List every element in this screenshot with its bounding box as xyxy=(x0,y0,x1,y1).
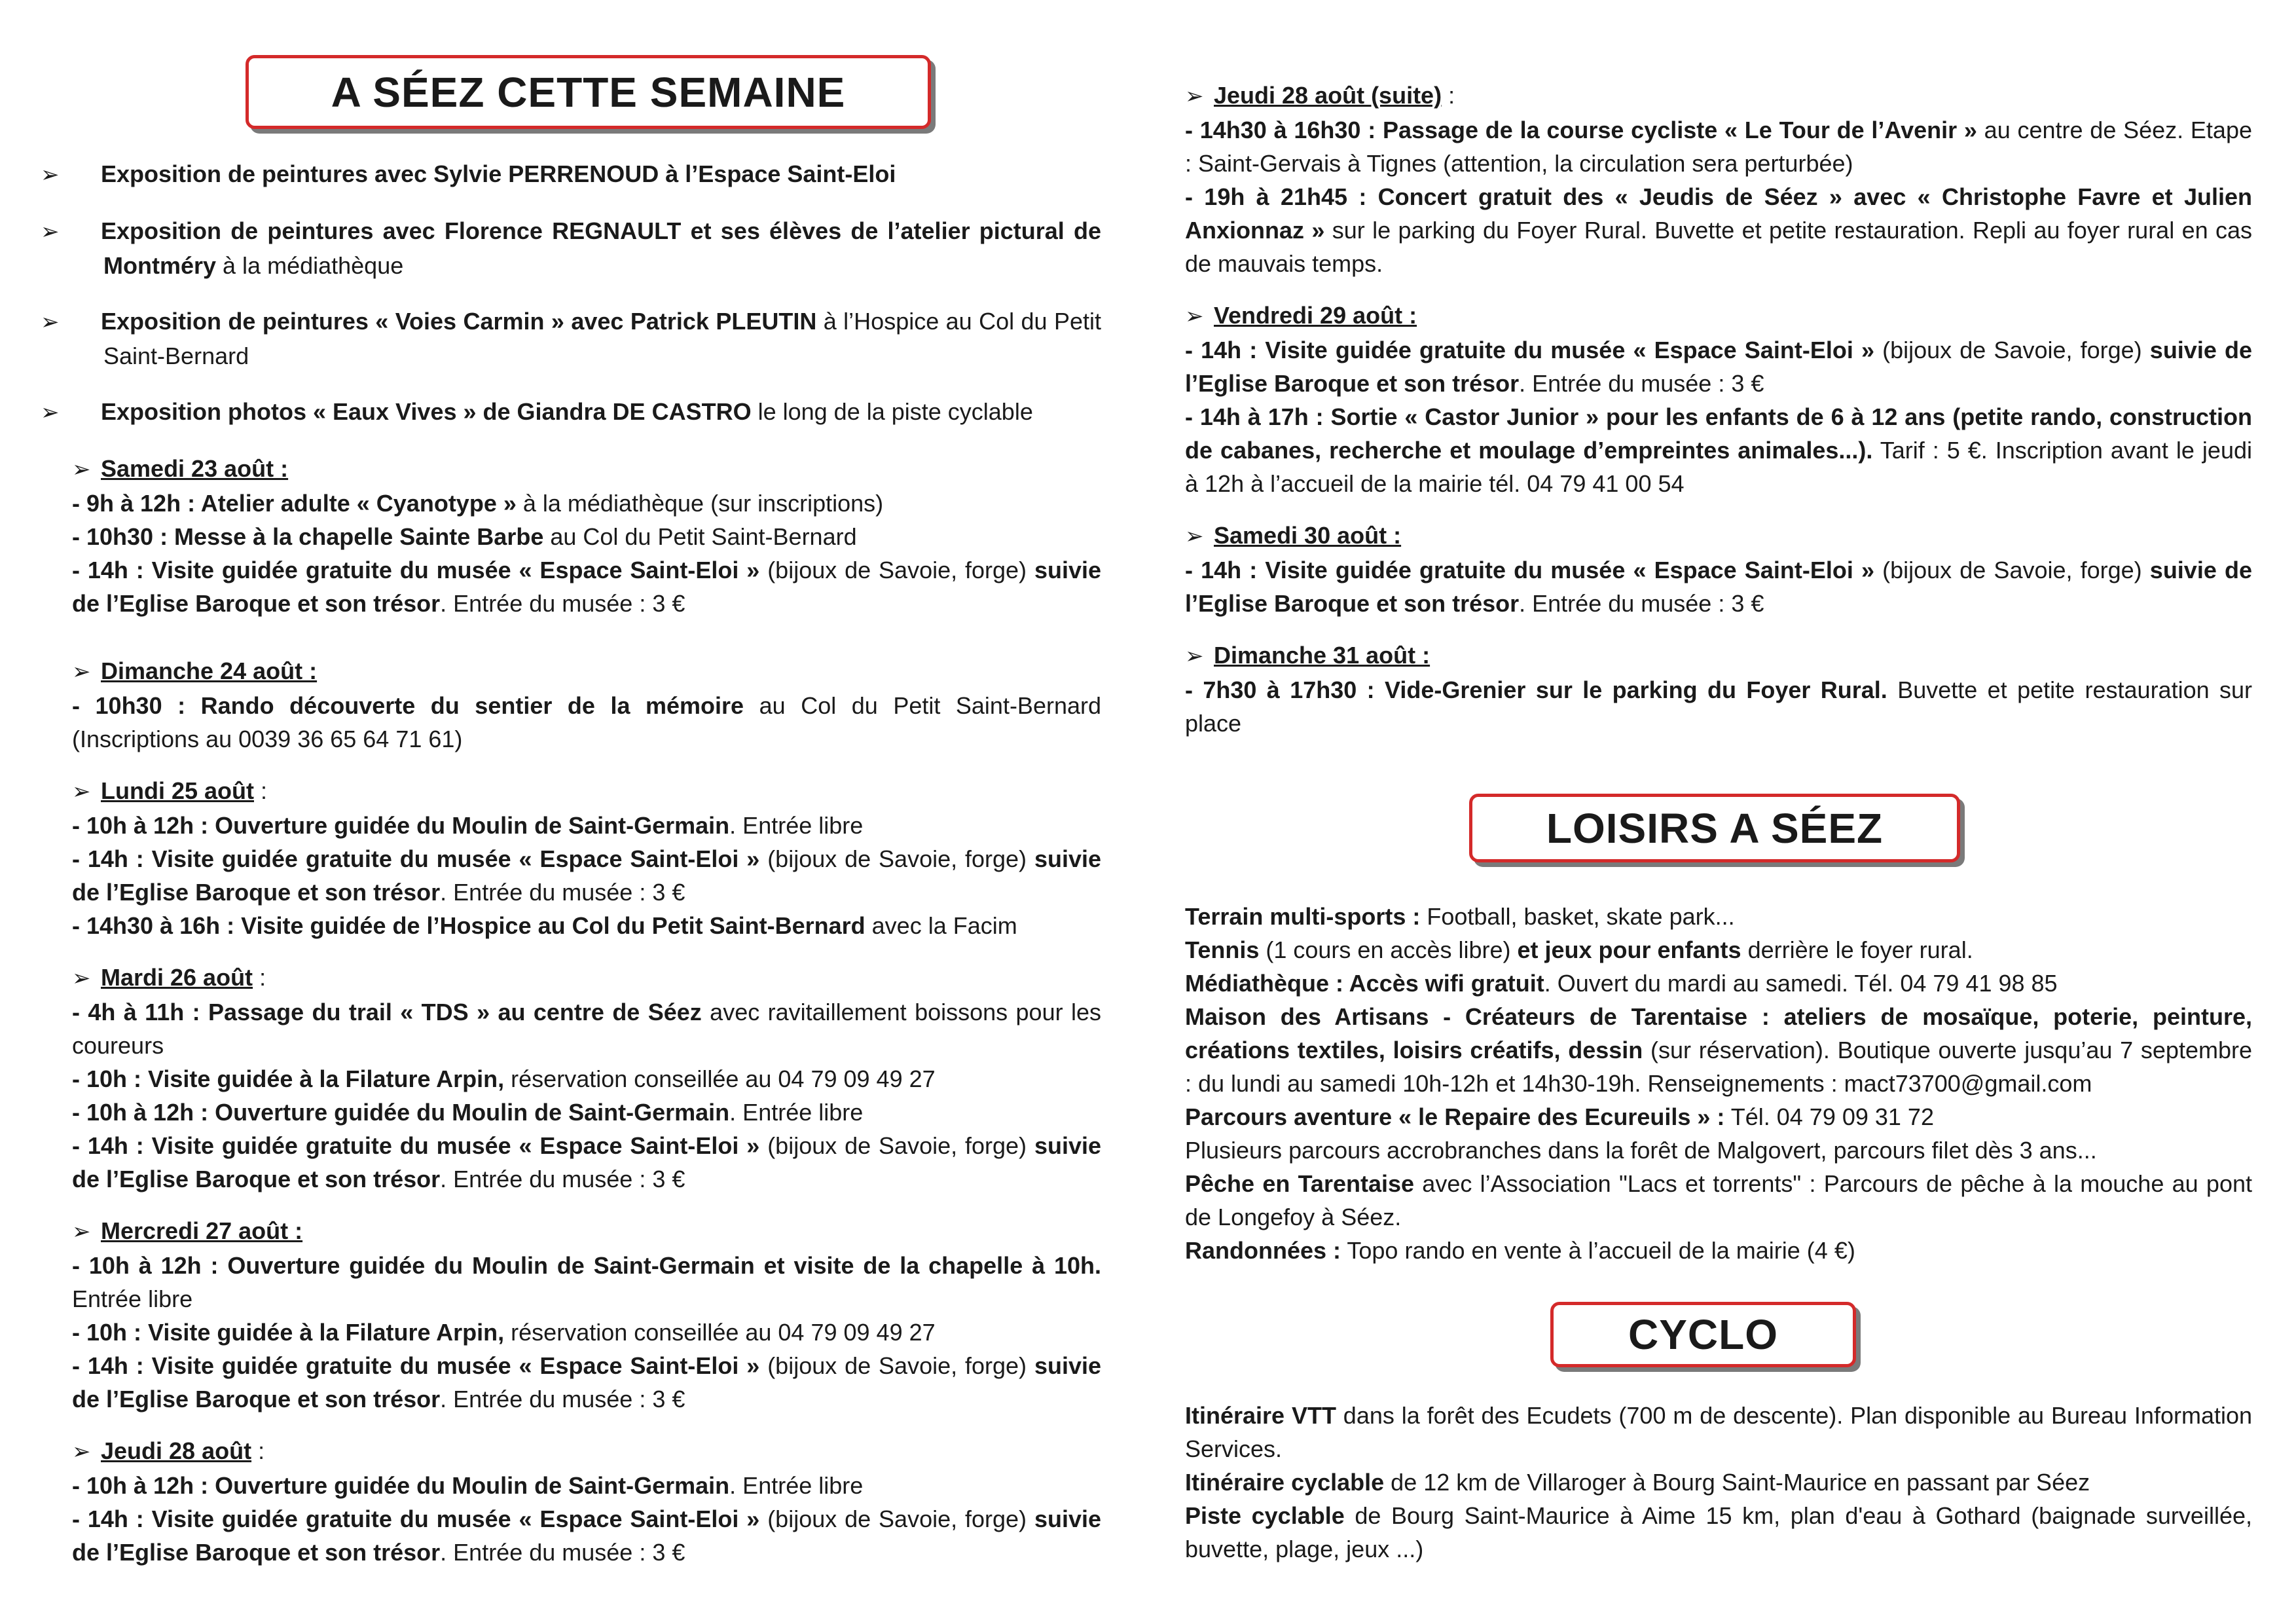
bold-text: - 10h : Visite guidée à la Filature Arpin, xyxy=(72,1319,505,1346)
arrow-bullet-icon: ➢ xyxy=(72,457,91,482)
bold-text: - 14h : Visite guidée gratuite du musée « Espace Saint-Eloi » xyxy=(72,845,760,872)
arrow-bullet-icon: ➢ xyxy=(72,779,91,804)
bold-text: - 14h à 17h : Sortie « Castor Junior » pour les enfants de 6 à 12 ans (petite rando, construction de cabanes, recherche et moulage d’empreintes animales...). xyxy=(1185,403,2252,464)
text: . Entrée du musée : 3 € xyxy=(440,879,685,906)
text: . Entrée du musée : 3 € xyxy=(1519,590,1764,617)
text: à la médiathèque (sur inscriptions) xyxy=(516,490,884,517)
event-line xyxy=(72,487,1101,520)
bold-text: Maison des Artisans - Créateurs de Tarentaise : ateliers de mosaïque, poterie, peinture, créations textiles, loisirs créatifs, dessin xyxy=(1185,1003,2252,1063)
text: réservation conseillée au 04 79 09 49 27 xyxy=(504,1065,936,1092)
text: Football, basket, skate park... xyxy=(1420,903,1735,930)
arrow-bullet-icon: ➢ xyxy=(72,659,91,684)
event-line xyxy=(72,909,1101,942)
bold-text: Médiathèque : Accès wifi gratuit xyxy=(1185,970,1544,997)
bold-text: Tennis xyxy=(1185,936,1260,963)
arrow-bullet-icon: ➢ xyxy=(1185,84,1204,109)
exposition-item xyxy=(41,157,1101,192)
day-label-suffix: : xyxy=(254,777,268,804)
event-line xyxy=(72,1316,1101,1349)
spacer xyxy=(72,620,1101,654)
bold-text: - 14h : Visite guidée gratuite du musée « Espace Saint-Eloi » xyxy=(1185,337,1874,363)
event-line xyxy=(1185,333,2252,400)
bold-text: Piste cyclable xyxy=(1185,1502,1345,1529)
bold-text: - 9h à 12h : Atelier adulte « Cyanotype » xyxy=(72,490,517,517)
bold-text: - 10h à 12h : Ouverture guidée du Moulin de Saint-Germain xyxy=(72,1099,730,1126)
text: Plusieurs parcours accrobranches dans la forêt de Malgovert, parcours filet dès 3 ans... xyxy=(1185,1137,2097,1164)
bold-text: - 10h30 : Messe à la chapelle Sainte Barbe xyxy=(72,523,544,550)
day-section xyxy=(1185,638,2252,740)
text: . Entrée du musée : 3 € xyxy=(1519,370,1764,397)
bold-text: suivie de l’Eglise Baroque et son trésor xyxy=(72,1132,1101,1192)
text: sur le parking du Foyer Rural. Buvette et petite restauration. Repli au foyer rural en cas de mauvais temps. xyxy=(1185,217,2253,277)
day-section xyxy=(72,654,1101,756)
event-line xyxy=(72,1062,1101,1096)
text: avec ravitaillement boissons pour les coureurs xyxy=(72,999,1101,1059)
day-heading xyxy=(72,774,1101,809)
bold-text: - 10h30 : Rando découverte du sentier de la mémoire xyxy=(72,692,744,719)
day-heading xyxy=(72,1214,1101,1249)
text: avec la Facim xyxy=(865,912,1017,939)
bold-text: - 14h30 à 16h30 : Passage de la course cycliste « Le Tour de l’Avenir » xyxy=(1185,117,1977,143)
arrow-bullet-icon: ➢ xyxy=(41,162,60,187)
event-line xyxy=(1185,673,2252,740)
event-line xyxy=(72,1469,1101,1502)
day-section xyxy=(1185,79,2252,280)
spacer xyxy=(1185,500,2252,519)
text: (bijoux de Savoie, forge) xyxy=(1874,337,2150,363)
loisir-item xyxy=(1185,1234,2252,1267)
bold-text: suivie de l’Eglise Baroque et son trésor xyxy=(72,845,1101,906)
spacer xyxy=(72,1196,1101,1214)
day-label: Lundi 25 août xyxy=(101,777,254,804)
loisir-item xyxy=(1185,1167,2252,1234)
exposition-item xyxy=(41,395,1101,430)
loisir-item xyxy=(1185,967,2252,1000)
event-line xyxy=(72,1096,1101,1129)
arrow-bullet-icon: ➢ xyxy=(41,219,60,244)
day-heading xyxy=(72,961,1101,995)
bold-text: - 10h : Visite guidée à la Filature Arpin, xyxy=(72,1065,505,1092)
cyclo-item xyxy=(1185,1466,2252,1499)
bold-text: - 14h30 à 16h : Visite guidée de l’Hospice au Col du Petit Saint-Bernard xyxy=(72,912,866,939)
day-heading xyxy=(72,1434,1101,1469)
bold-text: suivie de l’Eglise Baroque et son trésor xyxy=(1185,337,2252,397)
bold-text: - 10h à 12h : Ouverture guidée du Moulin de Saint-Germain xyxy=(72,812,730,839)
day-label: Vendredi 29 août : xyxy=(1214,302,1417,329)
text: de 12 km de Villaroger à Bourg Saint-Maurice en passant par Séez xyxy=(1384,1469,2090,1496)
day-heading xyxy=(72,452,1101,487)
day-label: Dimanche 24 août : xyxy=(101,657,318,684)
cyclo-item xyxy=(1185,1399,2252,1466)
bold-text: Randonnées : xyxy=(1185,1237,1341,1264)
bold-text: - 10h à 12h : Ouverture guidée du Moulin de Saint-Germain xyxy=(72,1472,730,1499)
arrow-bullet-icon: ➢ xyxy=(41,400,60,425)
text: Entrée libre xyxy=(72,1285,193,1312)
text: . Entrée libre xyxy=(729,1472,864,1499)
event-line xyxy=(72,553,1101,620)
spacer xyxy=(72,282,1101,304)
day-label-suffix: : xyxy=(253,964,266,991)
arrow-bullet-icon: ➢ xyxy=(72,1219,91,1244)
event-line xyxy=(1185,113,2252,180)
text: (bijoux de Savoie, forge) xyxy=(759,1505,1034,1532)
loisir-item xyxy=(1185,1100,2252,1134)
bold-text: - 19h à 21h45 : Concert gratuit des « Jeudis de Séez » avec « Christophe Favre et Julien Anxionnaz » xyxy=(1185,183,2252,244)
loisirs-list xyxy=(1185,900,2252,1267)
text: dans la forêt des Ecudets (700 m de descente). Plan disponible au Bureau Information Services. xyxy=(1185,1402,2253,1462)
event-line xyxy=(72,842,1101,909)
text: à la médiathèque xyxy=(216,252,404,279)
day-heading xyxy=(1185,519,2252,553)
text: au centre de Séez. Etape : Saint-Gervais à Tignes (attention, la circulation sera perturbée) xyxy=(1185,117,2252,177)
spacer xyxy=(72,430,1101,452)
bold-text: - 14h : Visite guidée gratuite du musée « Espace Saint-Eloi » xyxy=(1185,557,1874,583)
text: . Ouvert du mardi au samedi. Tél. 04 79 41 98 85 xyxy=(1544,970,2058,997)
day-section xyxy=(72,452,1101,620)
bold-text: - 14h : Visite guidée gratuite du musée « Espace Saint-Eloi » xyxy=(72,1132,760,1159)
day-label: Mercredi 27 août : xyxy=(101,1217,303,1244)
event-line xyxy=(72,1502,1101,1569)
loisir-item xyxy=(1185,1134,2252,1167)
event-line xyxy=(72,1249,1101,1316)
day-label: Jeudi 28 août (suite) xyxy=(1214,82,1442,109)
text: de Bourg Saint-Maurice à Aime 15 km, plan d'eau à Gothard (baignade surveillée, buvette, plage, jeux ...) xyxy=(1185,1502,2252,1562)
event-line xyxy=(72,995,1101,1062)
text: Tarif : 5 €. Inscription avant le jeudi à 12h à l’accueil de la mairie tél. 04 79 41 00 54 xyxy=(1185,437,2252,497)
cyclo-item xyxy=(1185,1499,2252,1566)
exposition-item xyxy=(41,214,1101,282)
bold-text: Itinéraire cyclable xyxy=(1185,1469,1385,1496)
bold-text: suivie de l’Eglise Baroque et son trésor xyxy=(1185,557,2252,617)
day-label: Samedi 23 août : xyxy=(101,455,289,482)
text: (bijoux de Savoie, forge) xyxy=(759,557,1034,583)
bold-text: - 4h à 11h : Passage du trail « TDS » au centre de Séez xyxy=(72,999,702,1025)
day-label-suffix: : xyxy=(1442,82,1455,109)
bold-text: - 14h : Visite guidée gratuite du musée « Espace Saint-Eloi » xyxy=(72,557,760,583)
day-heading xyxy=(1185,299,2252,333)
exposition-item xyxy=(41,304,1102,373)
semaine-title-text: A SÉEZ CETTE SEMAINE xyxy=(331,68,846,116)
loisir-item xyxy=(1185,900,2252,933)
bold-text: - 14h : Visite guidée gratuite du musée « Espace Saint-Eloi » xyxy=(72,1352,760,1379)
arrow-bullet-icon: ➢ xyxy=(41,310,60,335)
arrow-bullet-icon: ➢ xyxy=(1185,304,1204,329)
spacer xyxy=(1185,280,2252,299)
loisirs-title-text: LOISIRS A SÉEZ xyxy=(1546,804,1884,852)
bold-text: - 14h : Visite guidée gratuite du musée « Espace Saint-Eloi » xyxy=(72,1505,760,1532)
text: le long de la piste cyclable xyxy=(751,398,1033,425)
text: avec l’Association "Lacs et torrents" : Parcours de pêche à la mouche au pont de Longefoy à Séez. xyxy=(1185,1170,2252,1230)
event-line xyxy=(72,809,1101,842)
text: Buvette et petite restauration sur place xyxy=(1185,676,2253,737)
text: (bijoux de Savoie, forge) xyxy=(1874,557,2150,583)
bold-text: Exposition de peintures avec Sylvie PERRENOUD à l’Espace Saint-Eloi xyxy=(101,160,896,187)
loisirs-title xyxy=(1469,794,1960,862)
day-section xyxy=(72,1214,1101,1416)
text: . Entrée du musée : 3 € xyxy=(440,1386,685,1412)
text: . Entrée du musée : 3 € xyxy=(440,590,685,617)
arrow-bullet-icon: ➢ xyxy=(72,966,91,991)
spacer xyxy=(72,1416,1101,1434)
loisir-item xyxy=(1185,1000,2252,1100)
suite-list xyxy=(1185,79,2252,740)
arrow-bullet-icon: ➢ xyxy=(1185,524,1204,549)
day-section xyxy=(72,961,1101,1196)
day-label: Mardi 26 août xyxy=(101,964,253,991)
day-section xyxy=(72,1434,1101,1569)
text: . Entrée du musée : 3 € xyxy=(440,1539,685,1566)
bold-text: Exposition de peintures « Voies Carmin » avec Patrick PLEUTIN xyxy=(101,308,817,335)
cyclo-list xyxy=(1185,1399,2252,1566)
event-line xyxy=(1185,180,2252,280)
bold-text: et jeux pour enfants xyxy=(1517,936,1741,963)
event-line xyxy=(72,520,1101,553)
text: derrière le foyer rural. xyxy=(1741,936,1973,963)
bold-text: Parcours aventure « le Repaire des Ecureuils » : xyxy=(1185,1103,1725,1130)
text: à l’Hospice au Col du Petit Saint-Bernard xyxy=(103,308,1102,369)
bold-text: Exposition de peintures avec Florence REGNAULT et ses élèves de l’atelier pictural de Montméry xyxy=(101,217,1101,279)
text: (1 cours en accès libre) xyxy=(1259,936,1518,963)
spacer xyxy=(72,373,1101,395)
arrow-bullet-icon: ➢ xyxy=(72,1439,91,1464)
text: au Col du Petit Saint-Bernard (Inscriptions au 0039 36 65 64 71 61) xyxy=(72,692,1102,752)
event-line xyxy=(72,1129,1101,1196)
bold-text: - 10h à 12h : Ouverture guidée du Moulin de Saint-Germain et visite de la chapelle à 10h. xyxy=(72,1252,1101,1279)
text: (bijoux de Savoie, forge) xyxy=(759,1132,1034,1159)
spacer xyxy=(1185,620,2252,638)
text: Topo rando en vente à l’accueil de la mairie (4 €) xyxy=(1341,1237,1855,1264)
text: Tél. 04 79 09 31 72 xyxy=(1724,1103,1934,1130)
day-section xyxy=(72,774,1101,942)
spacer xyxy=(72,942,1101,961)
event-line xyxy=(72,689,1101,756)
text: (bijoux de Savoie, forge) xyxy=(759,1352,1034,1379)
cyclo-title-text: CYCLO xyxy=(1628,1311,1778,1358)
day-heading xyxy=(1185,638,2252,673)
event-line xyxy=(1185,553,2252,620)
event-line xyxy=(1185,400,2252,500)
semaine-list xyxy=(41,157,1102,1569)
day-label: Jeudi 28 août xyxy=(101,1437,252,1464)
day-label: Samedi 30 août : xyxy=(1214,522,1402,549)
bold-text: Itinéraire VTT xyxy=(1185,1402,1336,1429)
bold-text: Terrain multi-sports : xyxy=(1185,903,1421,930)
bold-text: suivie de l’Eglise Baroque et son trésor xyxy=(72,557,1101,617)
day-label-suffix: : xyxy=(251,1437,265,1464)
arrow-bullet-icon: ➢ xyxy=(1185,644,1204,669)
day-section xyxy=(1185,299,2252,500)
text: (sur réservation). Boutique ouverte jusqu’au 7 septembre : du lundi au samedi 10h-12h et 14h30-19h. Renseignements : mact73700@gmail.com xyxy=(1185,1037,2252,1097)
day-heading xyxy=(72,654,1101,689)
day-heading xyxy=(1185,79,2252,113)
bold-text: Exposition photos « Eaux Vives » de Giandra DE CASTRO xyxy=(101,398,752,425)
bold-text: - 7h30 à 17h30 : Vide-Grenier sur le parking du Foyer Rural. xyxy=(1185,676,1887,703)
spacer xyxy=(72,192,1101,214)
bold-text: Pêche en Tarentaise xyxy=(1185,1170,1415,1197)
spacer xyxy=(72,756,1101,774)
semaine-title xyxy=(246,55,931,129)
text: au Col du Petit Saint-Bernard xyxy=(543,523,857,550)
text: réservation conseillée au 04 79 09 49 27 xyxy=(504,1319,936,1346)
event-line xyxy=(72,1349,1101,1416)
cyclo-title xyxy=(1550,1302,1856,1367)
day-section xyxy=(1185,519,2252,620)
bold-text: suivie de l’Eglise Baroque et son trésor xyxy=(72,1352,1101,1412)
bold-text: suivie de l’Eglise Baroque et son trésor xyxy=(72,1505,1101,1566)
text: . Entrée libre xyxy=(729,812,864,839)
text: (bijoux de Savoie, forge) xyxy=(759,845,1034,872)
loisir-item xyxy=(1185,933,2252,967)
text: . Entrée du musée : 3 € xyxy=(440,1166,685,1192)
day-label: Dimanche 31 août : xyxy=(1214,642,1430,669)
text: . Entrée libre xyxy=(729,1099,864,1126)
